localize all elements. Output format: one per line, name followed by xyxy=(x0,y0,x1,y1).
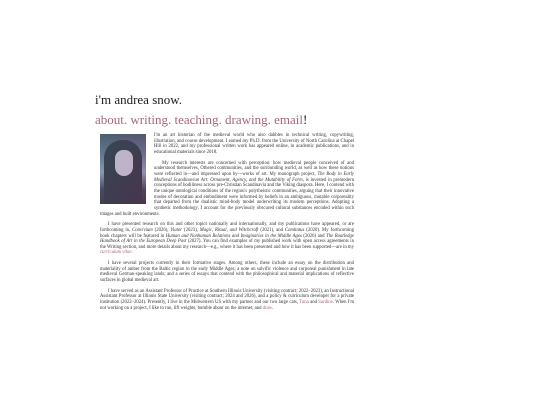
nav-teaching[interactable]: teaching xyxy=(174,112,219,127)
about-section xyxy=(100,133,354,316)
nav-email[interactable]: email xyxy=(274,112,303,127)
about-paragraph-3: I have presented research on this and other topics nationally and internationally, and my publications have appeared, or are forthcoming in, Convivium (2026), Viator (2023), Magic, Ritual, and Witchcraft (2021), and Comitatus (2020). My forthcoming book chapters will be featured in Human and Nonhuman Relations and Imaginaries in the Middle Ages (2026) and The Routledge Handbook of Art in the European Deep Past (2027). You can find examples of my published work with open access agreements in the Writing section, and more details about my research—e.g., where it has been presented and how it has been supported—are in my curriculum vitae. xyxy=(100,222,354,256)
page-title: i'm andrea snow. xyxy=(95,92,183,107)
nav-drawing[interactable]: drawing xyxy=(225,112,268,127)
about-paragraph-5: I have served as an Assistant Professor of Practice at Southern Illinois University (visiting contract; 2022–2023), an Instructional Assistant Professor at Illinois State University (visiting contract; 2024 and 2026), and a policy & curriculum developer for a private institution (2022–2024). Presently, I live in the Midwestern US with my partner and our two large cats, Tuna and Sardine. When I'm not working on a project, I like to run, lift weights, bumble about on the internet, and draw. xyxy=(100,288,355,311)
cv-link[interactable]: curriculum vitae xyxy=(100,250,132,256)
site-header xyxy=(95,92,365,128)
cat-link-tuna[interactable]: Tuna xyxy=(299,300,309,306)
main-nav: about. writing. teaching. drawing. email! xyxy=(95,112,308,127)
nav-about[interactable]: about xyxy=(95,112,124,127)
cat-link-sardine[interactable]: Sardine xyxy=(318,300,333,306)
about-paragraph-4: I have several projects currently in their formative stages. Among others, these include an essay on the distribution and materiality of amber from the Baltic region in the early Middle Ages; a note on salvific violence and corporeal punishment in late medieval German-speaking lands; and a series of essays that contend with the philosophical and material implications of reflective surfaces in global medieval art. xyxy=(100,261,354,284)
about-paragraph-1: I'm an art historian of the medieval world who also dabbles in technical writing, copywriting, illustration, and course development. I earned my Ph.D. from the University of North Carolina at Chapel Hill in 2022, and my professional written work has appeared online, in academic publications, and in educational materials since 2018. xyxy=(154,133,354,155)
about-paragraph-2: My research interests are concerned with perception: how medieval people conceived of and understood themselves, Othered communities, and the surrounding world, as well as how these notions were reflected in—and impressed upon by—works of art. My monograph project, The Body in Early Medieval Scandinavian Art: Ornament, Agency, and the Mutability of Form, is invested in premodern conceptions of bodiliness across pre-Christian Scandinavia and the Viking diaspora. Here, I contend with the unique ontological conditions of the region's polytheistic communities, arguing that their innovative modes of decoration and embodiment were informed by beliefs in an ambiguous, mutable corporeality that departed from the dualistic mind-body model underwriting its modern perceptions. Adopting a synthetic methodology, I account for the previously obscured cultural substances encoded within such images and built environments. xyxy=(100,160,354,217)
author-portrait xyxy=(100,134,146,204)
nav-writing[interactable]: writing xyxy=(130,112,168,127)
nav-terminator: ! xyxy=(303,112,308,127)
draw-link[interactable]: draw xyxy=(262,305,272,311)
